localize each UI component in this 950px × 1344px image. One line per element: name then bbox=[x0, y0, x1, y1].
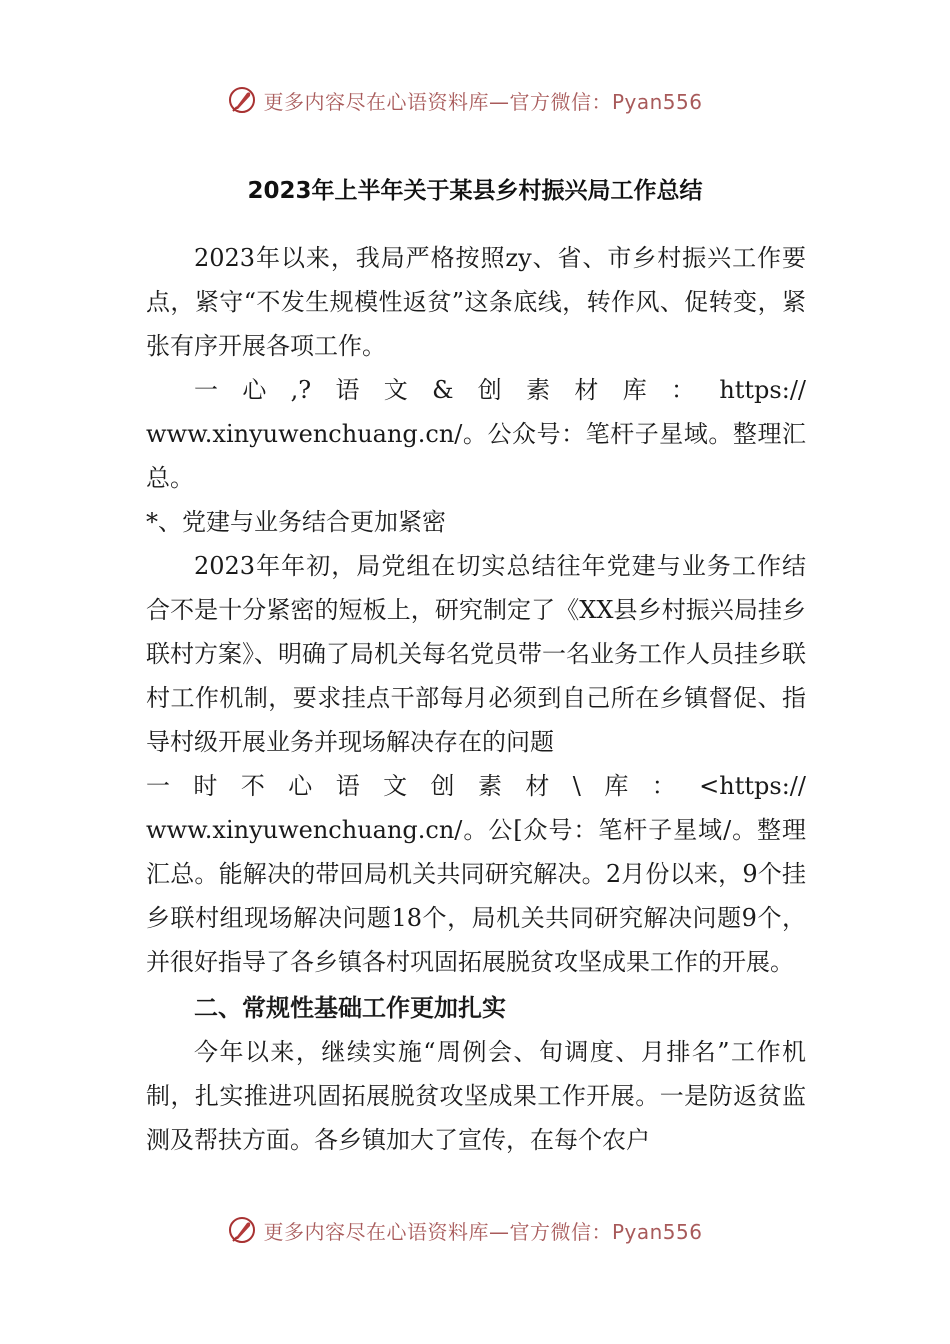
paragraph-party-building-rest: www.xinyuwenchuang.cn/。公[众号：笔杆子星域/。整理汇总。能解决的带回局机关共同研究解决。2月份以来，9个挂乡联村组现场解决问题18个，局机关共同研究解决问题9个，并很好指导了各乡镇各村巩固拓展脱贫攻坚成果工作的开展。 bbox=[146, 816, 806, 976]
paragraph-intro: 2023年以来，我局严格按照zy、省、市乡村振兴工作要点，紧守“不发生规模性返贫”这条底线，转作风、促转变，紧张有序开展各项工作。 bbox=[146, 244, 806, 360]
spread-char: 素 bbox=[477, 772, 502, 800]
spread-char: ,? bbox=[290, 376, 312, 404]
spread-char: 文 bbox=[383, 376, 408, 404]
spread-char: 库 bbox=[604, 772, 629, 800]
spread-char: 一 bbox=[146, 772, 170, 800]
paragraph-party-building: 2023年年初，局党组在切实总结往年党建与业务工作结合不是十分紧密的短板上，研究制定了《XX县乡村振兴局挂乡联村方案》、明确了局机关每名党员带一名业务工作人员挂乡联村工作机制，要求挂点干部每月必须到自己所在乡镇督促、指导村级开展业务并现场解决存在的问题 bbox=[146, 552, 806, 756]
spread-char: 材 bbox=[574, 376, 599, 404]
spread-char: 心 bbox=[242, 376, 267, 404]
spread-char: 素 bbox=[526, 376, 551, 404]
spread-char: 语 bbox=[335, 772, 360, 800]
watermark-line-2 bbox=[146, 764, 806, 808]
spread-char: 心 bbox=[288, 772, 313, 800]
spread-char: 一 bbox=[194, 376, 218, 404]
footer-banner bbox=[0, 1210, 950, 1250]
spread-char: ： bbox=[671, 376, 695, 404]
spread-char: 语 bbox=[335, 376, 360, 404]
quill-logo-icon bbox=[227, 85, 257, 115]
spread-char: 文 bbox=[383, 772, 408, 800]
spread-char: <https:// bbox=[699, 772, 806, 800]
spread-char: \ bbox=[572, 772, 581, 800]
spread-char: 材 bbox=[525, 772, 550, 800]
paragraph-routine-work: 今年以来，继续实施“周例会、旬调度、月排名”工作机制，扎实推进巩固拓展脱贫攻坚成果工作开展。一是防返贫监测及帮扶方面。各乡镇加大了宣传，在每个农户 bbox=[146, 1038, 806, 1154]
spread-char: https:// bbox=[719, 376, 806, 404]
banner-text: 更多内容尽在心语资料库—官方微信：Pyan556 bbox=[263, 1219, 703, 1244]
spread-char: 创 bbox=[430, 772, 455, 800]
spread-char: 库 bbox=[622, 376, 647, 404]
spread-char: 时 bbox=[193, 772, 218, 800]
spread-char: & bbox=[432, 376, 454, 404]
banner-text: 更多内容尽在心语资料库—官方微信：Pyan556 bbox=[263, 89, 703, 114]
section-heading-1: *、党建与业务结合更加紧密 bbox=[146, 508, 446, 536]
spread-char: ： bbox=[651, 772, 676, 800]
watermark-line-1-rest: www.xinyuwenchuang.cn/。公众号：笔杆子星域。整理汇总。 bbox=[146, 420, 806, 492]
document-title: 2023年上半年关于某县乡村振兴局工作总结 bbox=[247, 178, 703, 204]
quill-logo-icon bbox=[227, 1215, 257, 1245]
spread-char: 创 bbox=[477, 376, 502, 404]
section-heading-2: 二、常规性基础工作更加扎实 bbox=[194, 994, 506, 1022]
document-body bbox=[146, 236, 806, 1162]
watermark-line-1 bbox=[146, 368, 806, 412]
spread-char: 不 bbox=[240, 772, 265, 800]
header-banner bbox=[0, 80, 950, 120]
